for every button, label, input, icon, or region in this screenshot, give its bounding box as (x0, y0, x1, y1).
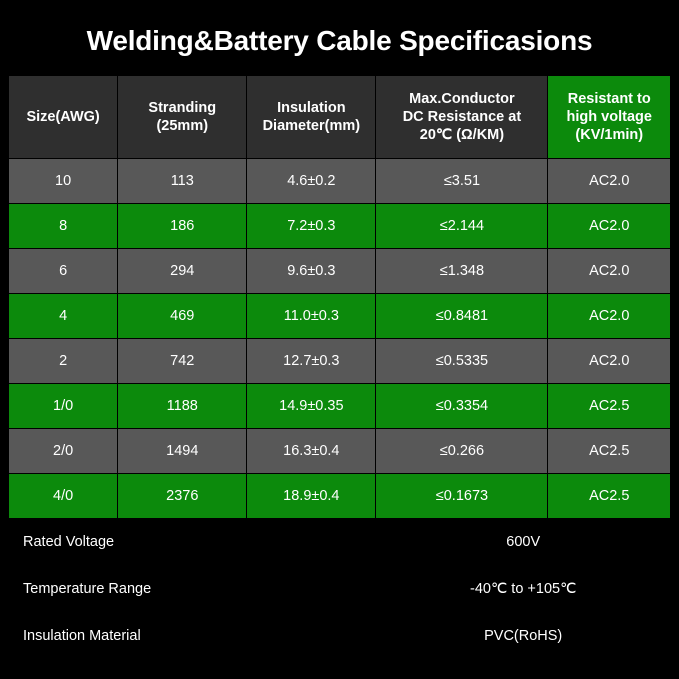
cell-size: 1/0 (9, 383, 118, 428)
table-row (9, 158, 671, 203)
cell-insulation-diameter: 14.9±0.35 (247, 383, 376, 428)
cell-voltage-resistance: AC2.0 (548, 338, 671, 383)
cell-stranding: 113 (118, 158, 247, 203)
cell-size: 6 (9, 248, 118, 293)
table-row (9, 338, 671, 383)
cell-voltage-resistance: AC2.0 (548, 158, 671, 203)
cell-size: 2 (9, 338, 118, 383)
footer-value: -40℃ to +105℃ (376, 565, 671, 612)
cell-stranding: 1494 (118, 428, 247, 473)
cell-insulation-diameter: 9.6±0.3 (247, 248, 376, 293)
header-line: Size(AWG) (26, 108, 100, 125)
cell-voltage-resistance: AC2.0 (548, 248, 671, 293)
cell-size: 10 (9, 158, 118, 203)
cell-stranding: 186 (118, 203, 247, 248)
header-line: (25mm) (156, 117, 209, 134)
cell-insulation-diameter: 7.2±0.3 (247, 203, 376, 248)
cell-dc-resistance: ≤0.3354 (376, 383, 548, 428)
cell-insulation-diameter: 12.7±0.3 (247, 338, 376, 383)
column-header-voltage-resistance (548, 75, 671, 158)
cell-dc-resistance: ≤2.144 (376, 203, 548, 248)
cell-dc-resistance: ≤0.5335 (376, 338, 548, 383)
cell-stranding: 742 (118, 338, 247, 383)
table-row (9, 293, 671, 338)
cell-stranding: 1188 (118, 383, 247, 428)
cell-voltage-resistance: AC2.0 (548, 293, 671, 338)
header-line: Insulation (277, 99, 346, 116)
cell-stranding: 294 (118, 248, 247, 293)
table-row (9, 383, 671, 428)
cell-voltage-resistance: AC2.0 (548, 203, 671, 248)
spec-table-wrapper (0, 75, 679, 660)
table-row (9, 248, 671, 293)
header-line: Diameter(mm) (262, 117, 361, 134)
footer-row-insulation-material (9, 612, 671, 659)
table-row (9, 428, 671, 473)
header-line: DC Resistance at (402, 108, 522, 125)
footer-row-temperature-range (9, 565, 671, 612)
column-header-stranding (118, 75, 247, 158)
cell-dc-resistance: ≤0.1673 (376, 473, 548, 518)
footer-label: Temperature Range (9, 565, 376, 612)
cell-stranding: 2376 (118, 473, 247, 518)
cell-insulation-diameter: 4.6±0.2 (247, 158, 376, 203)
cell-dc-resistance: ≤1.348 (376, 248, 548, 293)
header-line: high voltage (566, 108, 652, 125)
cell-voltage-resistance: AC2.5 (548, 383, 671, 428)
cell-size: 2/0 (9, 428, 118, 473)
column-header-insulation-diameter (247, 75, 376, 158)
table-row (9, 473, 671, 518)
column-header-dc-resistance (376, 75, 548, 158)
cell-insulation-diameter: 16.3±0.4 (247, 428, 376, 473)
cell-insulation-diameter: 18.9±0.4 (247, 473, 376, 518)
header-line: Stranding (148, 99, 217, 116)
header-line: Max.Conductor (409, 90, 515, 107)
specifications-table (8, 75, 671, 660)
footer-label: Rated Voltage (9, 518, 376, 565)
cell-voltage-resistance: AC2.5 (548, 428, 671, 473)
cell-size: 4/0 (9, 473, 118, 518)
footer-label: Insulation Material (9, 612, 376, 659)
cell-voltage-resistance: AC2.5 (548, 473, 671, 518)
header-line: Resistant to (567, 90, 651, 107)
cell-insulation-diameter: 11.0±0.3 (247, 293, 376, 338)
footer-value: 600V (376, 518, 671, 565)
table-header-row (9, 75, 671, 158)
cell-dc-resistance: ≤0.266 (376, 428, 548, 473)
cell-dc-resistance: ≤0.8481 (376, 293, 548, 338)
cell-size: 4 (9, 293, 118, 338)
page-title: Welding&Battery Cable Specificasions (86, 25, 593, 56)
footer-value: PVC(RoHS) (376, 612, 671, 659)
cell-dc-resistance: ≤3.51 (376, 158, 548, 203)
cell-stranding: 469 (118, 293, 247, 338)
cell-size: 8 (9, 203, 118, 248)
footer-row-rated-voltage (9, 518, 671, 565)
header-line: 20℃ (Ω/KM) (419, 126, 505, 143)
table-row (9, 203, 671, 248)
header-line: (KV/1min) (575, 126, 644, 143)
column-header-size (9, 75, 118, 158)
